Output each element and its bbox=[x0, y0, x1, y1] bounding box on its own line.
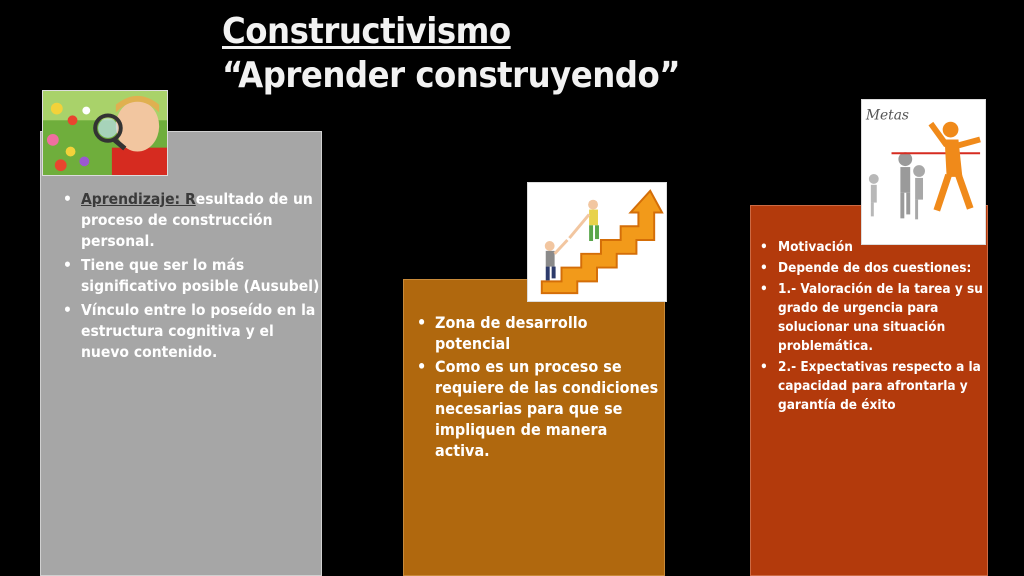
list-item: • Depende de dos cuestiones: bbox=[756, 259, 988, 278]
goals-runners-image bbox=[861, 99, 986, 245]
list-item bbox=[59, 189, 321, 252]
list-item: • Zona de desarrollo potencial bbox=[413, 312, 663, 354]
panel-right-list bbox=[756, 238, 988, 417]
panel-middle-list bbox=[413, 312, 663, 463]
list-item: • Vínculo entre lo poseído en la estructura cognitiva y el nuevo contenido. bbox=[59, 300, 321, 363]
list-item: • Tiene que ser lo más significativo posible (Ausubel) bbox=[59, 255, 321, 297]
child-magnifier-illustration bbox=[43, 91, 167, 175]
highlight-term: Aprendizaje: R bbox=[81, 190, 196, 208]
child-magnifier-image bbox=[42, 90, 168, 176]
list-item: • 1.- Valoración de la tarea y su grado de urgencia para solucionar una situación problemática. bbox=[756, 280, 988, 356]
title-line-2: “Aprender construyendo” bbox=[222, 55, 681, 96]
panel-left bbox=[40, 131, 322, 576]
goals-caption: Metas bbox=[865, 107, 909, 124]
title-line-1: Constructivismo bbox=[222, 11, 511, 52]
panel-right bbox=[750, 205, 988, 576]
list-item: • 2.- Expectativas respecto a la capacidad para afrontarla y garantía de éxito bbox=[756, 358, 988, 415]
slide-title bbox=[222, 10, 680, 98]
list-item: • Como es un proceso se requiere de las condiciones necesarias para que se impliquen de manera activa. bbox=[413, 356, 663, 461]
panel-middle bbox=[403, 279, 665, 576]
goals-runners-illustration bbox=[862, 100, 985, 244]
climbing-stairs-image bbox=[527, 182, 667, 302]
list-item: • Motivación bbox=[756, 238, 988, 257]
climbing-stairs-illustration bbox=[528, 183, 666, 301]
panel-left-list bbox=[59, 189, 321, 366]
item-text: esultado de un proceso de construcción personal. bbox=[81, 190, 313, 250]
